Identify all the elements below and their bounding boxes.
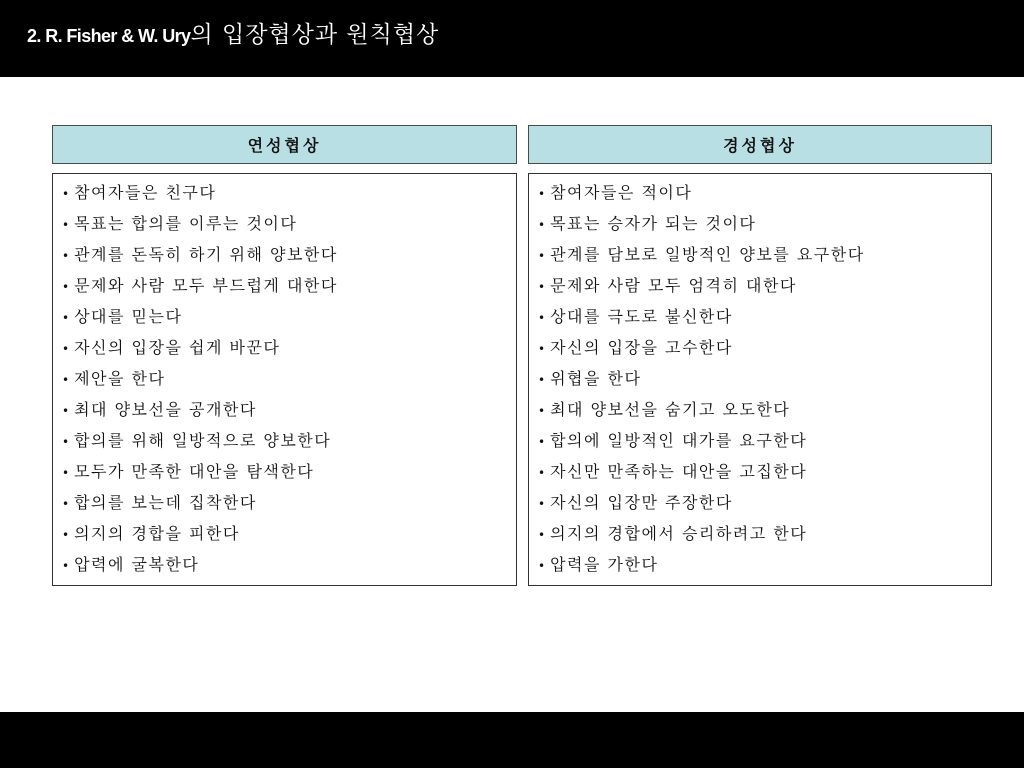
list-item: • 자신만 만족하는 대안을 고집한다 <box>538 456 991 487</box>
list-item: • 관계를 돈독히 하기 위해 양보한다 <box>62 239 516 270</box>
list-item: • 상대를 믿는다 <box>62 301 516 332</box>
list-item: • 목표는 합의를 이루는 것이다 <box>62 208 516 239</box>
list-item: • 의지의 경합을 피한다 <box>62 518 516 549</box>
column-header-hard-negotiation: 경성협상 <box>528 125 992 164</box>
title-bar <box>0 0 1024 77</box>
list-box-hard-negotiation <box>528 173 992 586</box>
column-header-soft-negotiation: 연성협상 <box>52 125 517 164</box>
list-item: • 모두가 만족한 대안을 탐색한다 <box>62 456 516 487</box>
list-item: • 참여자들은 친구다 <box>62 177 516 208</box>
list-item: • 문제와 사람 모두 엄격히 대한다 <box>538 270 991 301</box>
list-item: • 문제와 사람 모두 부드럽게 대한다 <box>62 270 516 301</box>
list-item: • 관계를 담보로 일방적인 양보를 요구한다 <box>538 239 991 270</box>
list-item: • 합의에 일방적인 대가를 요구한다 <box>538 425 991 456</box>
list-item: • 자신의 입장을 고수한다 <box>538 332 991 363</box>
page-title <box>27 19 439 53</box>
list-item: • 제안을 한다 <box>62 363 516 394</box>
list-item: • 참여자들은 적이다 <box>538 177 991 208</box>
list-item: • 합의를 보는데 집착한다 <box>62 487 516 518</box>
list-item: • 합의를 위해 일방적으로 양보한다 <box>62 425 516 456</box>
list-box-soft-negotiation <box>52 173 517 586</box>
list-item: • 자신의 입장을 쉽게 바꾼다 <box>62 332 516 363</box>
list-item: • 최대 양보선을 공개한다 <box>62 394 516 425</box>
list-item: • 압력을 가한다 <box>538 549 991 580</box>
list-item: • 압력에 굴복한다 <box>62 549 516 580</box>
list-item: • 의지의 경합에서 승리하려고 한다 <box>538 518 991 549</box>
footer-bar <box>0 712 1024 768</box>
page-title-korean: 의 입장협상과 원칙협상 <box>190 22 440 48</box>
page-title-latin: 2. R. Fisher & W. Ury <box>27 26 191 46</box>
list-item: • 최대 양보선을 숨기고 오도한다 <box>538 394 991 425</box>
list-item: • 상대를 극도로 불신한다 <box>538 301 991 332</box>
list-item: • 자신의 입장만 주장한다 <box>538 487 991 518</box>
list-item: • 목표는 승자가 되는 것이다 <box>538 208 991 239</box>
list-item: • 위협을 한다 <box>538 363 991 394</box>
item-list <box>53 174 516 580</box>
item-list <box>529 174 991 580</box>
